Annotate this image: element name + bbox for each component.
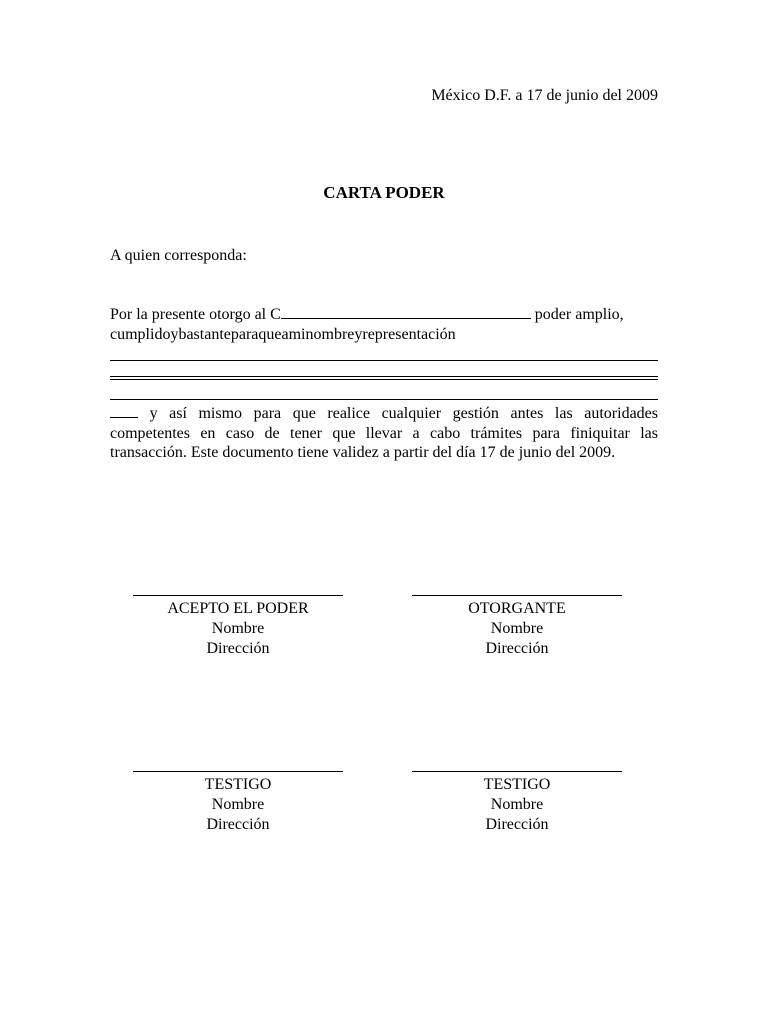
signature-line[interactable]: [412, 595, 622, 596]
signature-role: OTORGANTE: [468, 600, 566, 617]
paragraph-word: cumplido: [110, 325, 171, 343]
paragraph-line-2: [110, 325, 658, 345]
signature-block-grantor: [412, 595, 622, 659]
paragraph-word: bastante: [178, 325, 231, 343]
representation-blank-2[interactable]: [110, 364, 658, 384]
signature-role: ACEPTO EL PODER: [167, 600, 309, 617]
paragraph-word: mi: [288, 325, 306, 343]
signature-line[interactable]: [412, 771, 622, 772]
paragraph-word: y: [170, 325, 179, 343]
paragraph-word: que: [258, 325, 282, 343]
representation-blank-3[interactable]: [110, 383, 658, 403]
signature-name-label: Nombre: [211, 796, 265, 813]
signature-name-label: Nombre: [490, 620, 544, 637]
paragraph-intro: Por la presente otorgo al C poder amplio,: [110, 306, 624, 323]
signature-block-witness-1: [133, 771, 343, 835]
signature-address-label: Dirección: [485, 816, 549, 833]
signature-role: TESTIGO: [483, 776, 551, 793]
signature-line[interactable]: [133, 771, 343, 772]
paragraph-line-1: [110, 304, 658, 325]
signature-block-witness-2: [412, 771, 622, 835]
representation-blank-end[interactable]: [110, 403, 138, 418]
place-date: México D.F. a 17 de junio del 2009: [431, 87, 658, 104]
paragraph-word: y: [354, 325, 363, 343]
signature-address-label: Dirección: [206, 816, 270, 833]
paragraph-word: a: [281, 325, 289, 343]
signature-line[interactable]: [133, 595, 343, 596]
signature-address-label: Dirección: [485, 640, 549, 657]
signature-role: TESTIGO: [204, 776, 272, 793]
paragraph-continuation: y así mismo para que realice cualquier gestión antes las autoridades competentes en caso de tener que llevar a cabo trámites para finiquitar las transacción. Este documento tiene validez a partir del día 17 de junio del 2009.: [110, 404, 658, 462]
signature-block-accept: [133, 595, 343, 659]
salutation: A quien corresponda:: [110, 247, 247, 264]
paragraph-word: representación: [362, 325, 456, 343]
paragraph-word: nombre: [305, 325, 355, 343]
signature-address-label: Dirección: [206, 640, 270, 657]
attorney-name-blank[interactable]: [281, 304, 531, 319]
signature-name-label: Nombre: [211, 620, 265, 637]
representation-blank-1[interactable]: [110, 344, 658, 364]
paragraph-word: para: [230, 325, 259, 343]
signature-name-label: Nombre: [490, 796, 544, 813]
document-title: CARTA PODER: [323, 183, 445, 202]
body-paragraph: [110, 304, 658, 463]
